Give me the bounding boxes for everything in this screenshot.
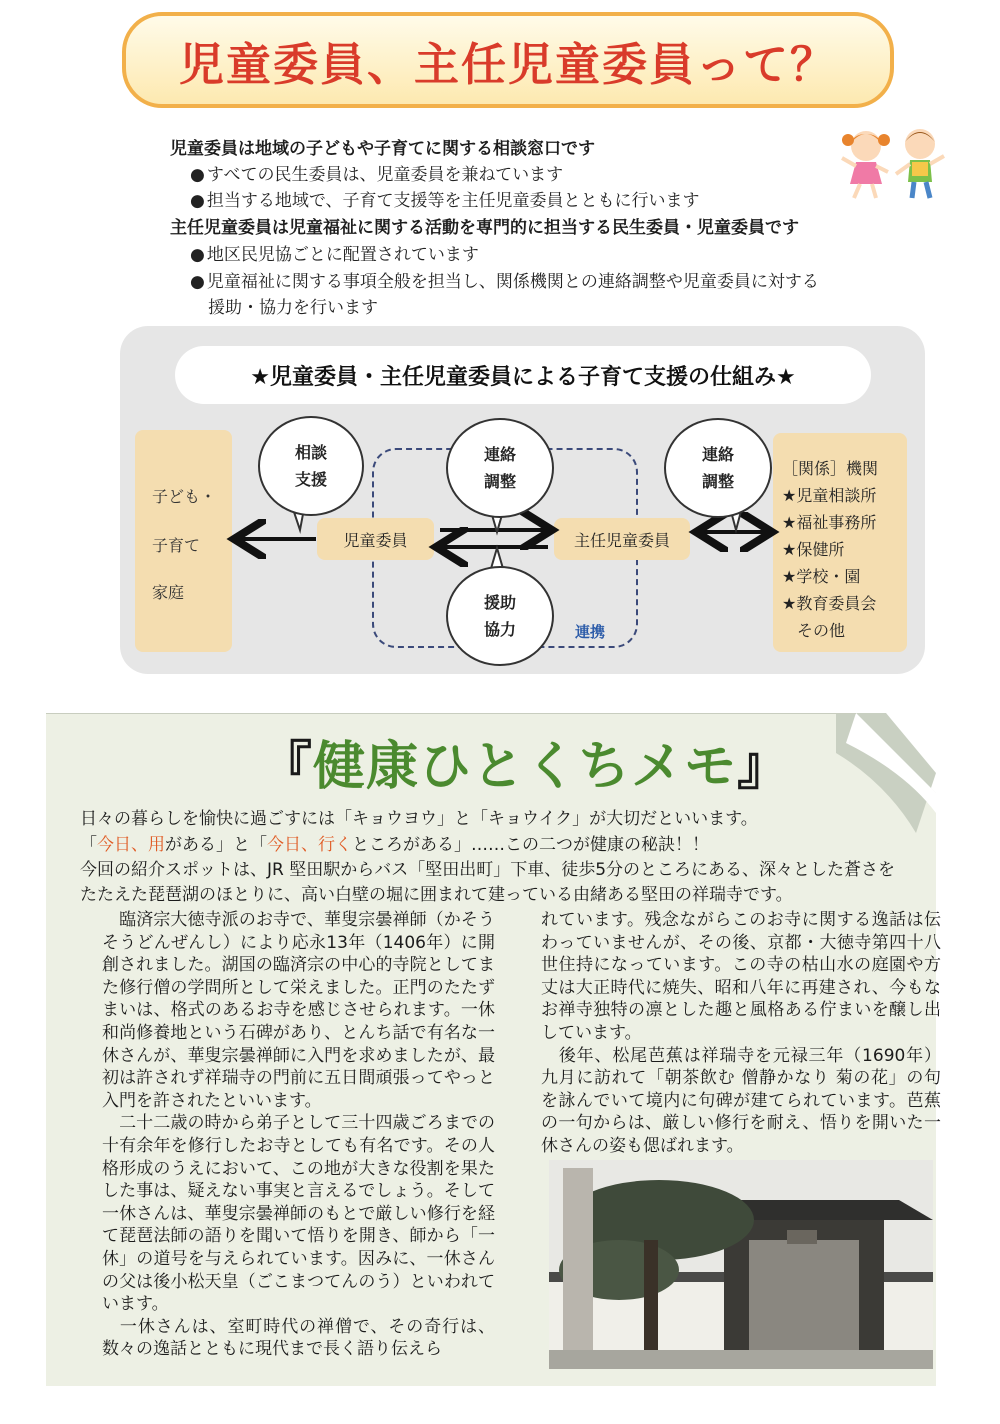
chief-commissioner-label: 主任児童委員 <box>573 530 670 550</box>
collaboration-label: 連携 <box>575 623 606 641</box>
bubble-text: 調整 <box>701 472 734 491</box>
page-title: 児童委員、主任児童委員って？ <box>178 37 837 91</box>
bubble-text: 支援 <box>294 470 327 489</box>
memo-intro-line: 日々の暮らしを愉快に過ごすには「キョウヨウ」と「キョウイク」が大切だといいます。 <box>80 809 758 829</box>
family-label: 子ども・ <box>152 487 217 506</box>
bubble-text: 協力 <box>483 620 516 639</box>
intro-heading-1: 児童委員は地域の子どもや子育てに関する相談窓口です <box>170 139 595 159</box>
agency-item: ★福祉事務所 <box>782 513 877 532</box>
article-right-column <box>541 909 941 1158</box>
bubble-text: 連絡 <box>483 445 516 464</box>
article-paragraph: 臨済宗大徳寺派のお寺で、華叟宗曇禅師（かそうそうどんぜんし）により応永13年（1406年）に開創されました。湖国の臨済宗の中心的寺院としてまた修行僧の学問所として栄えました。正門のたたずまいは、格式のあるお寺を感じさせられます。一休和尚修養地という石碑があり、とんち話で有名な一休さんが、華叟宗曇禅師に入門を求めましたが、最初は許されず祥瑞寺の門前に五日間頑張ってやっと入門を許されたといいます。 <box>102 910 495 1111</box>
text-span: がある」と「 <box>165 835 267 855</box>
bubble-text: 調整 <box>483 472 516 491</box>
agency-item: ★児童相談所 <box>782 486 877 505</box>
highlight-text: 今日、行く <box>267 835 352 855</box>
memo-intro-line: 今回の紹介スポットは、JR 堅田駅からバス「堅田出町」下車、徒歩5分のところにある、深々とした蒼さを <box>80 860 896 880</box>
agency-item: その他 <box>797 621 846 640</box>
intro-bullet: ● 児童福祉に関する事項全般を担当し、関係機関との連絡調整や児童委員に対する <box>190 267 819 292</box>
intro-heading-2: 主任児童委員は児童福祉に関する活動を専門的に担当する民生委員・児童委員です <box>170 218 799 238</box>
consult-support-bubble <box>258 416 364 516</box>
memo-intro-line <box>80 830 709 855</box>
liaison-bubble-right <box>664 418 772 518</box>
bubble-text: 連絡 <box>701 445 734 464</box>
memo-title-bracket: 『 <box>260 737 314 797</box>
text-span: 「 <box>80 835 97 855</box>
family-label: 子育て <box>152 536 201 555</box>
article-paragraph: 後年、松尾芭蕉は祥瑞寺を元禄三年（1690年）九月に訪れて「朝茶飲む 僧静かなり 菊の花」の句を詠んでいて境内に句碑が建てられています。芭蕉の一句からは、厳しい修行を耐え、悟りを開いた一休さんの姿も偲ばれます。 <box>541 1045 941 1156</box>
agency-item: ★学校・園 <box>782 567 861 586</box>
child-welfare-commissioner-label: 児童委員 <box>343 530 408 550</box>
memo-intro-line: たたえた琵琶湖のほとりに、高い白壁の堀に囲まれて建っている由緒ある堅田の祥瑞寺です。 <box>80 885 793 905</box>
article-paragraph: 一休さんは、室町時代の禅僧で、その奇行は、数々の逸話とともに現代まで長く語り伝えら <box>102 1316 495 1360</box>
family-label: 家庭 <box>152 583 185 602</box>
agencies-title: ［関係］機関 <box>782 459 879 478</box>
bubble-text: 援助 <box>483 593 516 612</box>
intro-bullet-continuation: 援助・協力を行います <box>208 298 378 318</box>
memo-title-main: 健康ひとくちメモ <box>313 737 738 797</box>
article-left-column <box>102 909 495 1361</box>
diagram-title: ★児童委員・主任児童委員による子育て支援の仕組み★ <box>250 364 796 390</box>
memo-title-bracket: 』 <box>737 737 791 797</box>
text-span: ところがある」……この二つが健康の秘訣！！ <box>352 835 709 855</box>
article-paragraph: れています。残念ながらこのお寺に関する逸話は伝わっていませんが、その後、京都・大徳寺第四十八世住持になっています。この寺の枯山水の庭園や方丈は大正時代に焼失、昭和八年に再建され、今もなお禅寺独特の凛とした趣と風格ある佇まいを醸し出しています。 <box>541 910 941 1043</box>
intro-bullet: ● すべての民生委員は、児童委員を兼ねています <box>190 160 563 185</box>
agency-item: ★教育委員会 <box>782 594 877 613</box>
intro-bullet: ● 地区民児協ごとに配置されています <box>190 240 479 265</box>
memo-title <box>260 724 790 799</box>
bubble-text: 相談 <box>294 443 327 462</box>
article-paragraph: 二十二歳の時から弟子として三十四歳ごろまでの十有余年を修行したお寺としても有名です。その人格形成のうえにおいて、この地が大きな役割を果たした事は、疑えない事実と言えるでしょう。そして一休さんは、華叟宗曇禅師のもとで厳しい修行を経て琵琶法師の語りを聞いて悟りを開き、師から「一休」の道号を与えられています。因みに、一休さんの父は後小松天皇（ごこまつてんのう）といわれています。 <box>102 1113 495 1315</box>
highlight-text: 今日、用 <box>97 835 165 855</box>
intro-bullet: ● 担当する地域で、子育て支援等を主任児童委員とともに行います <box>190 186 700 211</box>
agency-item: ★保健所 <box>782 540 845 559</box>
support-cooperation-bubble <box>446 566 554 666</box>
liaison-bubble-top <box>446 418 554 518</box>
temple-gate-photo <box>549 1160 933 1369</box>
